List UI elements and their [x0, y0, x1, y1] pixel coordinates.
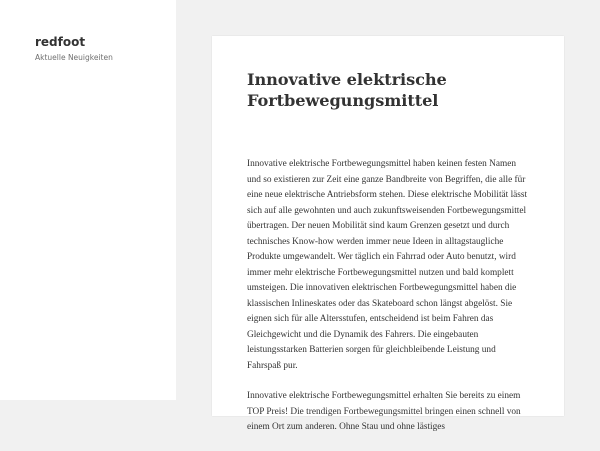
- post-title: Innovative elektrische Fortbewegungsmittel: [247, 70, 447, 110]
- post-paragraph: Innovative elektrische Fortbewegungsmittel haben keinen festen Namen und so existieren zur Zeit eine ganze Bandbreite von Begriffen, die alle für eine neue elektrische Antriebsform stehen. Diese elektrische Mobilität lässt sich auf alle gewohnten und auch zukunftsweisenden Fortbewegungsmittel übertragen. Der neuen Mobilität sind kaum Grenzen gesetzt und durch technisches Know-how werden immer neue Ideen in alltagstaugliche Produkte umgewandelt. Wer täglich ein Fahrrad oder Auto benutzt, wird immer mehr elektrische Fortbewegungsmittel nutzen und bald komplett umsteigen. Die innovativen elektrischen Fortbewegungsmittel haben die klassischen Inlineskates oder das Skateboard schon längst abgelöst. Sie eignen sich für alle Altersstufen, entscheidend ist beim Fahren das Gleichgewicht und die Dynamik des Fahrers. Die eingebauten leistungsstarken Batterien sorgen für gleichbleibende Leistung und Fahrspaß pur.: [247, 159, 528, 371]
- article: [212, 36, 564, 432]
- sidebar: [0, 0, 176, 400]
- post-content: [247, 157, 529, 451]
- site-description: Aktuelle Neuigkeiten: [35, 53, 113, 62]
- post-paragraph: Innovative elektrische Fortbewegungsmittel erhalten Sie bereits zu einem TOP Preis! Die trendigen Fortbewegungsmittel bringen einen schnell von einem Ort zum anderen. Ohne Stau und ohne lästiges: [247, 391, 521, 432]
- site-title-link[interactable]: redfoot: [35, 35, 86, 49]
